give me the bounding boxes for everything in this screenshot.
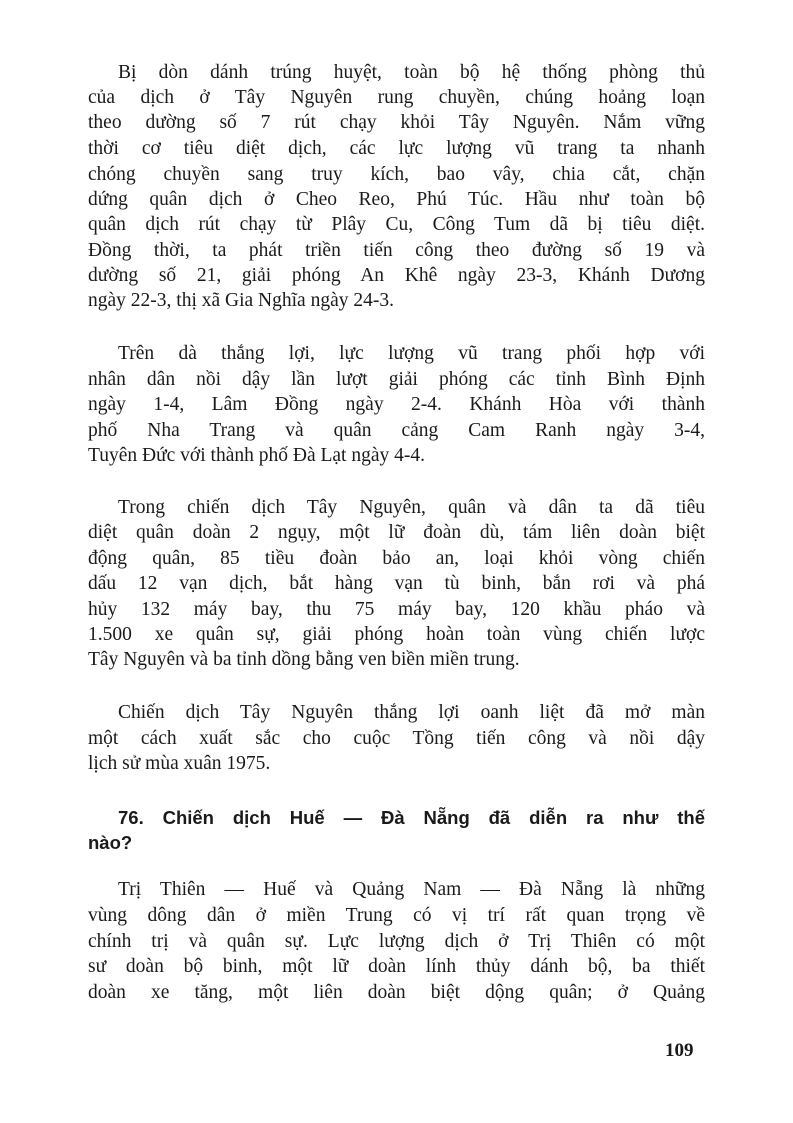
text-line: diệt quân doàn 2 ngụy, một lữ đoàn dù, tám liên doàn biệt bbox=[88, 522, 705, 543]
text-line: thời cơ tiêu diệt dịch, các lực lượng vũ trang ta nhanh bbox=[88, 138, 705, 159]
text-line: nào? bbox=[88, 832, 133, 853]
text-line: lịch sử mùa xuân 1975. bbox=[88, 753, 271, 774]
text-line: dứng quân dịch ở Cheo Reo, Phú Túc. Hầu như toàn bộ bbox=[88, 189, 705, 210]
text-line: sư doàn bộ binh, một lữ doàn lính thủy dánh bộ, ba thiết bbox=[88, 956, 705, 977]
text-line: nhân dân nồi dậy lần lượt giải phóng các tỉnh Bình Định bbox=[88, 369, 705, 390]
text-line: ngày 22-3, thị xã Gia Nghĩa ngày 24-3. bbox=[88, 290, 394, 311]
text-line: chóng chuyền sang truy kích, bao vây, chia cắt, chặn bbox=[88, 164, 705, 185]
text-line: doàn xe tăng, một liên doàn biệt dộng quân; ở Quảng bbox=[88, 982, 705, 1003]
text-line: hủy 132 máy bay, thu 75 máy bay, 120 khầu pháo và bbox=[88, 599, 705, 620]
text-line: Đồng thời, ta phát triền tiến công theo đường số 19 và bbox=[88, 240, 705, 261]
text-line: vùng dông dân ở miền Trung có vị trí rất quan trọng về bbox=[88, 905, 705, 926]
text-line: Tuyên Đức với thành phố Đà Lạt ngày 4-4. bbox=[88, 445, 425, 466]
text-line: Bị dòn dánh trúng huyệt, toàn bộ hệ thống phòng thủ bbox=[118, 62, 705, 83]
text-line: Trên dà thắng lợi, lực lượng vũ trang phối hợp với bbox=[118, 343, 705, 364]
text-line: chính trị và quân sự. Lực lượng dịch ở Trị Thiên có một bbox=[88, 931, 705, 952]
text-line: ngày 1-4, Lâm Đồng ngày 2-4. Khánh Hòa với thành bbox=[88, 394, 705, 415]
text-line: một cách xuất sắc cho cuộc Tồng tiến công và nồi dậy bbox=[88, 728, 705, 749]
text-line: 76. Chiến dịch Huế — Đà Nẵng đã diễn ra như thế bbox=[118, 807, 705, 828]
page-number: 109 bbox=[665, 1040, 694, 1061]
text-line: 1.500 xe quân sự, giải phóng hoàn toàn vùng chiến lược bbox=[88, 624, 705, 645]
text-line: dường số 21, giải phóng An Khê ngày 23-3, Khánh Dương bbox=[88, 265, 705, 286]
text-line: Trong chiến dịch Tây Nguyên, quân và dân ta dã tiêu bbox=[118, 497, 705, 518]
text-line: động quân, 85 tiều đoàn bảo an, loại khỏi vòng chiến bbox=[88, 548, 705, 569]
text-line: Chiến dịch Tây Nguyên thắng lợi oanh liệt đã mở màn bbox=[118, 702, 705, 723]
text-line: quân dịch rút chạy từ Plây Cu, Công Tum dã bị tiêu diệt. bbox=[88, 214, 705, 235]
text-line: Trị Thiên — Huế và Quảng Nam — Đà Nẵng là những bbox=[118, 879, 705, 900]
text-line: dấu 12 vạn dịch, bắt hàng vạn tù binh, bắn rơi và phá bbox=[88, 573, 705, 594]
text-line: của dịch ở Tây Nguyên rung chuyền, chúng hoảng loạn bbox=[88, 87, 705, 108]
text-line: theo dường số 7 rút chạy khỏi Tây Nguyên. Nắm vững bbox=[88, 112, 705, 133]
text-line: Tây Nguyên và ba tỉnh dồng bằng ven biền miền trung. bbox=[88, 649, 520, 670]
text-line: phố Nha Trang và quân cảng Cam Ranh ngày 3-4, bbox=[88, 420, 705, 441]
